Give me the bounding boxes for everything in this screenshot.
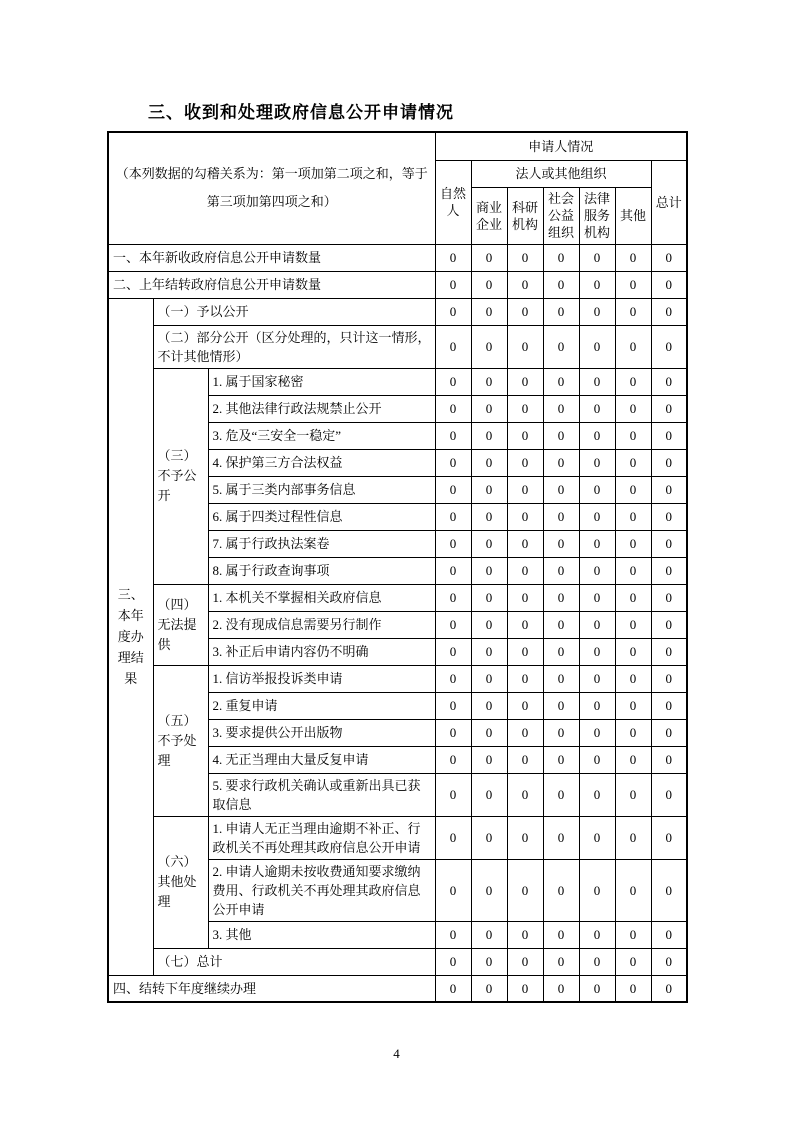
row-label: 7. 属于行政执法案卷 (208, 530, 435, 557)
value-cell: 0 (507, 395, 543, 422)
value-cell: 0 (543, 692, 579, 719)
value-cell: 0 (615, 948, 651, 975)
value-cell: 0 (615, 530, 651, 557)
value-cell: 0 (615, 368, 651, 395)
row-label: 6. 属于四类过程性信息 (208, 503, 435, 530)
value-cell: 0 (651, 530, 687, 557)
row-label: 8. 属于行政查询事项 (208, 557, 435, 584)
value-cell: 0 (471, 557, 507, 584)
value-cell: 0 (651, 449, 687, 476)
row-label: 1. 申请人无正当理由逾期不补正、行政机关不再处理其政府信息公开申请 (208, 816, 435, 859)
value-cell: 0 (579, 557, 615, 584)
value-cell: 0 (615, 638, 651, 665)
value-cell: 0 (543, 449, 579, 476)
value-cell: 0 (471, 692, 507, 719)
value-cell: 0 (651, 503, 687, 530)
table-row (108, 975, 687, 1002)
value-cell: 0 (471, 816, 507, 859)
value-cell: 0 (615, 719, 651, 746)
row-label: 2. 没有现成信息需要另行制作 (208, 611, 435, 638)
value-cell: 0 (435, 325, 471, 368)
value-cell: 0 (471, 368, 507, 395)
value-cell: 0 (543, 948, 579, 975)
value-cell: 0 (435, 975, 471, 1002)
disclosure-requests-table (107, 131, 688, 1003)
value-cell: 0 (651, 271, 687, 298)
value-cell: 0 (435, 476, 471, 503)
value-cell: 0 (435, 368, 471, 395)
group-label-other-handling: （六）其他处理 (153, 816, 208, 948)
value-cell: 0 (651, 422, 687, 449)
value-cell: 0 (435, 449, 471, 476)
value-cell: 0 (435, 921, 471, 948)
value-cell: 0 (615, 422, 651, 449)
value-cell: 0 (507, 816, 543, 859)
value-cell: 0 (435, 503, 471, 530)
value-cell: 0 (507, 530, 543, 557)
value-cell: 0 (615, 476, 651, 503)
value-cell: 0 (579, 449, 615, 476)
header-social-org: 社会公益组织 (543, 187, 579, 244)
value-cell: 0 (507, 975, 543, 1002)
value-cell: 0 (507, 271, 543, 298)
value-cell: 0 (471, 503, 507, 530)
value-cell: 0 (471, 611, 507, 638)
value-cell: 0 (543, 816, 579, 859)
page-number: 4 (393, 1046, 400, 1061)
value-cell: 0 (579, 611, 615, 638)
table-row (108, 368, 687, 395)
value-cell: 0 (507, 692, 543, 719)
value-cell: 0 (471, 395, 507, 422)
value-cell: 0 (579, 948, 615, 975)
row-label: 2. 重复申请 (208, 692, 435, 719)
value-cell: 0 (579, 244, 615, 271)
value-cell: 0 (579, 692, 615, 719)
value-cell: 0 (579, 975, 615, 1002)
value-cell: 0 (615, 746, 651, 773)
value-cell: 0 (543, 921, 579, 948)
value-cell: 0 (507, 422, 543, 449)
table-row (108, 244, 687, 271)
table-row (108, 271, 687, 298)
value-cell: 0 (507, 449, 543, 476)
value-cell: 0 (579, 422, 615, 449)
value-cell: 0 (579, 638, 615, 665)
header-row (108, 132, 687, 160)
value-cell: 0 (435, 422, 471, 449)
value-cell: 0 (579, 816, 615, 859)
value-cell: 0 (615, 975, 651, 1002)
value-cell: 0 (579, 773, 615, 816)
value-cell: 0 (435, 692, 471, 719)
table-row (108, 948, 687, 975)
value-cell: 0 (507, 859, 543, 921)
value-cell: 0 (651, 557, 687, 584)
value-cell: 0 (651, 325, 687, 368)
value-cell: 0 (579, 921, 615, 948)
value-cell: 0 (435, 584, 471, 611)
page-title: 三、收到和处理政府信息公开申请情况 (148, 103, 454, 122)
value-cell: 0 (471, 476, 507, 503)
value-cell: 0 (615, 325, 651, 368)
value-cell: 0 (651, 368, 687, 395)
value-cell: 0 (471, 975, 507, 1002)
row-label: 4. 无正当理由大量反复申请 (208, 746, 435, 773)
value-cell: 0 (579, 395, 615, 422)
value-cell: 0 (507, 244, 543, 271)
row-label: 1. 信访举报投诉类申请 (208, 665, 435, 692)
value-cell: 0 (471, 244, 507, 271)
row-label: 5. 属于三类内部事务信息 (208, 476, 435, 503)
value-cell: 0 (615, 271, 651, 298)
value-cell: 0 (615, 298, 651, 325)
value-cell: 0 (543, 638, 579, 665)
value-cell: 0 (651, 244, 687, 271)
value-cell: 0 (615, 584, 651, 611)
value-cell: 0 (579, 665, 615, 692)
value-cell: 0 (615, 921, 651, 948)
value-cell: 0 (579, 368, 615, 395)
value-cell: 0 (543, 422, 579, 449)
value-cell: 0 (651, 921, 687, 948)
value-cell: 0 (615, 557, 651, 584)
value-cell: 0 (507, 368, 543, 395)
value-cell: 0 (543, 503, 579, 530)
header-applicant-status: 申请人情况 (435, 132, 687, 160)
row-label: 1. 本机关不掌握相关政府信息 (208, 584, 435, 611)
table-row (108, 584, 687, 611)
value-cell: 0 (543, 271, 579, 298)
value-cell: 0 (615, 816, 651, 859)
header-research: 科研机构 (507, 187, 543, 244)
section-label-results: 三、本年度办理结果 (108, 298, 153, 975)
value-cell: 0 (471, 298, 507, 325)
row-label: 二、上年结转政府信息公开申请数量 (108, 271, 435, 298)
header-commercial: 商业企业 (471, 187, 507, 244)
value-cell: 0 (471, 325, 507, 368)
value-cell: 0 (543, 975, 579, 1002)
value-cell: 0 (471, 921, 507, 948)
value-cell: 0 (435, 638, 471, 665)
value-cell: 0 (651, 611, 687, 638)
value-cell: 0 (579, 271, 615, 298)
value-cell: 0 (435, 298, 471, 325)
value-cell: 0 (543, 665, 579, 692)
value-cell: 0 (471, 271, 507, 298)
value-cell: 0 (651, 773, 687, 816)
row-label: 3. 要求提供公开出版物 (208, 719, 435, 746)
row-label: 3. 补正后申请内容仍不明确 (208, 638, 435, 665)
value-cell: 0 (543, 325, 579, 368)
value-cell: 0 (543, 859, 579, 921)
value-cell: 0 (615, 859, 651, 921)
value-cell: 0 (651, 584, 687, 611)
row-label: 一、本年新收政府信息公开申请数量 (108, 244, 435, 271)
value-cell: 0 (543, 719, 579, 746)
value-cell: 0 (543, 584, 579, 611)
value-cell: 0 (579, 719, 615, 746)
value-cell: 0 (507, 476, 543, 503)
value-cell: 0 (471, 859, 507, 921)
value-cell: 0 (579, 746, 615, 773)
value-cell: 0 (543, 557, 579, 584)
row-label: 2. 申请人逾期未按收费通知要求缴纳费用、行政机关不再处理其政府信息公开申请 (208, 859, 435, 921)
row-label: 5. 要求行政机关确认或重新出具已获取信息 (208, 773, 435, 816)
value-cell: 0 (435, 665, 471, 692)
value-cell: 0 (651, 975, 687, 1002)
value-cell: 0 (651, 638, 687, 665)
value-cell: 0 (471, 665, 507, 692)
row-label: 四、结转下年度继续办理 (108, 975, 435, 1002)
value-cell: 0 (543, 476, 579, 503)
value-cell: 0 (435, 948, 471, 975)
value-cell: 0 (651, 476, 687, 503)
value-cell: 0 (651, 859, 687, 921)
value-cell: 0 (471, 948, 507, 975)
value-cell: 0 (507, 665, 543, 692)
row-label: 1. 属于国家秘密 (208, 368, 435, 395)
value-cell: 0 (507, 921, 543, 948)
value-cell: 0 (471, 584, 507, 611)
value-cell: 0 (471, 530, 507, 557)
group-label-not-process: （五）不予处理 (153, 665, 208, 816)
value-cell: 0 (579, 530, 615, 557)
table-row (108, 325, 687, 368)
row-label: 4. 保护第三方合法权益 (208, 449, 435, 476)
value-cell: 0 (435, 816, 471, 859)
row-label: （七）总计 (153, 948, 435, 975)
value-cell: 0 (579, 325, 615, 368)
value-cell: 0 (435, 719, 471, 746)
header-legal-or-other: 法人或其他组织 (471, 160, 651, 187)
header-total: 总计 (651, 160, 687, 244)
value-cell: 0 (651, 692, 687, 719)
value-cell: 0 (471, 773, 507, 816)
header-other: 其他 (615, 187, 651, 244)
value-cell: 0 (651, 746, 687, 773)
value-cell: 0 (543, 746, 579, 773)
value-cell: 0 (615, 244, 651, 271)
value-cell: 0 (471, 422, 507, 449)
value-cell: 0 (471, 449, 507, 476)
row-label: 3. 危及“三安全一稳定” (208, 422, 435, 449)
value-cell: 0 (651, 395, 687, 422)
value-cell: 0 (507, 773, 543, 816)
row-label: 3. 其他 (208, 921, 435, 948)
value-cell: 0 (651, 719, 687, 746)
value-cell: 0 (507, 503, 543, 530)
value-cell: 0 (579, 298, 615, 325)
value-cell: 0 (507, 611, 543, 638)
value-cell: 0 (435, 746, 471, 773)
value-cell: 0 (435, 395, 471, 422)
group-label-refuse-disclose: （三）不予公开 (153, 368, 208, 584)
value-cell: 0 (507, 557, 543, 584)
table-row (108, 816, 687, 859)
value-cell: 0 (435, 773, 471, 816)
row-label: （一）予以公开 (153, 298, 435, 325)
value-cell: 0 (435, 859, 471, 921)
header-natural-person: 自然人 (435, 160, 471, 244)
value-cell: 0 (615, 773, 651, 816)
value-cell: 0 (651, 665, 687, 692)
value-cell: 0 (615, 692, 651, 719)
value-cell: 0 (615, 503, 651, 530)
value-cell: 0 (507, 638, 543, 665)
value-cell: 0 (471, 719, 507, 746)
value-cell: 0 (543, 368, 579, 395)
note-cell: （本列数据的勾稽关系为：第一项加第二项之和，等于第三项加第四项之和） (108, 132, 435, 244)
value-cell: 0 (507, 325, 543, 368)
value-cell: 0 (615, 611, 651, 638)
value-cell: 0 (579, 503, 615, 530)
header-legal-service: 法律服务机构 (579, 187, 615, 244)
value-cell: 0 (615, 665, 651, 692)
value-cell: 0 (435, 557, 471, 584)
value-cell: 0 (435, 244, 471, 271)
value-cell: 0 (543, 298, 579, 325)
value-cell: 0 (471, 746, 507, 773)
value-cell: 0 (615, 449, 651, 476)
value-cell: 0 (579, 584, 615, 611)
value-cell: 0 (543, 530, 579, 557)
value-cell: 0 (507, 948, 543, 975)
value-cell: 0 (579, 476, 615, 503)
value-cell: 0 (615, 395, 651, 422)
value-cell: 0 (651, 298, 687, 325)
value-cell: 0 (543, 773, 579, 816)
value-cell: 0 (543, 611, 579, 638)
value-cell: 0 (507, 298, 543, 325)
table-row (108, 665, 687, 692)
value-cell: 0 (507, 746, 543, 773)
value-cell: 0 (543, 244, 579, 271)
value-cell: 0 (543, 395, 579, 422)
row-label: 2. 其他法律行政法规禁止公开 (208, 395, 435, 422)
value-cell: 0 (435, 530, 471, 557)
row-label: （二）部分公开（区分处理的，只计这一情形，不计其他情形） (153, 325, 435, 368)
value-cell: 0 (507, 719, 543, 746)
value-cell: 0 (435, 611, 471, 638)
value-cell: 0 (651, 948, 687, 975)
group-label-unable-provide: （四）无法提供 (153, 584, 208, 665)
value-cell: 0 (579, 859, 615, 921)
table-row (108, 298, 687, 325)
value-cell: 0 (651, 816, 687, 859)
value-cell: 0 (435, 271, 471, 298)
value-cell: 0 (507, 584, 543, 611)
value-cell: 0 (471, 638, 507, 665)
